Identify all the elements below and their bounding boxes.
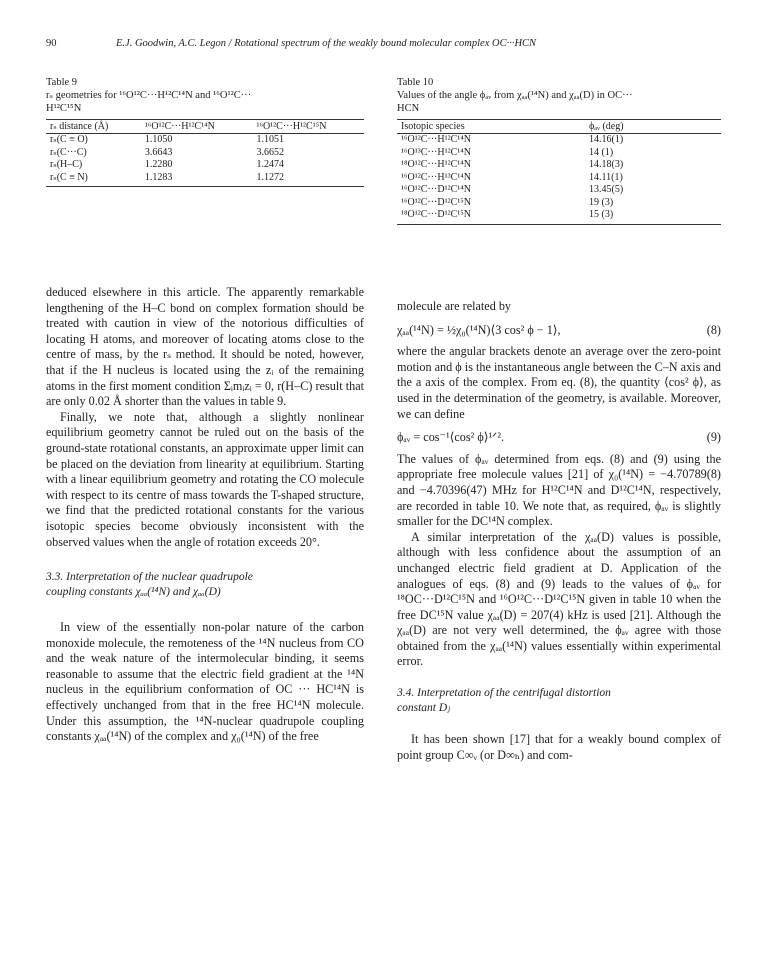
table-row [397,159,721,172]
table-row [397,184,721,197]
table-10-grid [397,119,721,225]
paragraph: It has been shown [17] that for a weakly bound complex of point group C∞ᵥ (or D∞ₕ) and com- [397,732,721,762]
page-number: 90 [46,38,57,49]
table-cell: rₛ(H–C) [50,159,83,170]
table-cell: 1.1272 [252,172,364,187]
table-cell: 1.2280 [144,159,173,170]
table-row [397,134,721,147]
table-row [397,197,721,210]
table-9-caption-line2: H¹²C¹⁵N [46,103,82,114]
table-cell: 3.6652 [256,146,284,158]
table-cell: rₛ(C···C) [50,146,87,158]
table-cell: rₛ(C ≡ N) [46,172,141,187]
table-cell: 1.2474 [256,159,284,170]
table-cell: rₛ(C ≡ O) [50,134,88,145]
section-heading-3-4 [397,686,721,716]
section-heading-3-3 [46,570,364,600]
table-cell: 1.1050 [144,134,173,145]
table-9-header: rₛ distance (Å) [46,120,141,134]
table-cell: ¹⁶O¹²C···H¹³C¹⁴N [401,171,471,183]
table-cell: 14.16(1) [589,134,624,145]
equation-number: (8) [706,322,721,337]
table-10 [397,76,721,225]
table-cell: 3.6643 [144,146,173,158]
paragraph: In view of the essentially non-polar nature of the carbon monoxide molecule, the remoteness of the ¹⁴N nucleus from CO and the weak nature of the intermolecular binding, it seems reasonable to assume that the electric field gradient at the ¹⁴N nucleus in the equilibrium conformation of OC ··· HC¹⁴N is effectively unchanged from that in the free HC¹⁴N molecule. Under this assumption, the ¹⁴N-nuclear quadrupole coupling constants χₐₐ(¹⁴N) of the complex and χ₀(¹⁴N) of the free [46,620,364,744]
section-heading-line: constant Dⱼ [397,702,451,715]
equation-body: ϕₐᵥ = cos⁻¹⟨cos² ϕ⟩¹ᐟ². [397,430,505,445]
table-9-header: ¹⁶O¹²C···H¹²C¹⁵N [252,120,364,134]
table-cell: 14.11(1) [589,171,623,183]
table-row [397,209,721,224]
table-9-header: ¹⁶O¹²C···H¹²C¹⁴N [141,120,253,134]
paragraph: where the angular brackets denote an average over the zero-point motion and ϕ is the instantaneous angle between the C–N axis and the a axis of the complex. From eq. (8), the quantity ⟨cos² ϕ⟩, as used in the determination of the geometry, is available. Moreover, we can define [397,344,721,421]
left-column [46,285,364,745]
paragraph: A similar interpretation of the χₐₐ(D) values is possible, although with less confidence about the assumption of an unchanged electric field gradient at D. Application of the analogues of eqs. (8) and (9) leads to the values of ϕₐᵥ for ¹⁸OC···D¹²C¹⁵N and ¹⁶O¹²C···D¹²C¹⁵N given in table 10 when the free DC¹⁵N value χₐₐ(D) = 207(4) kHz is used [21]. Although the χₐₐ(D) are not very well determined, the ϕₐᵥ agree with those obtained from the χₐₐ(¹⁴N) values essentially within experimental error. [397,529,721,669]
paragraph: deduced elsewhere in this article. The apparently remarkable lengthening of the H–C bond on complex formation should be treated with caution in view of the notorious difficulties of locating H atoms, and moreover of locating atoms close to the centre of mass, by the rₛ method. It should be noted, however, that if the H nucleus is located using the zᵢ of the remaining atoms in the first moment condition Σᵢmᵢzᵢ = 0, r(H–C) result that are only 0.02 Å shorter than the values in table 9. [46,285,364,409]
table-row [397,147,721,160]
table-cell: ¹⁸O¹²C···D¹²C¹⁵N [397,209,585,224]
table-cell: 19 (3) [589,196,614,208]
table-cell: ¹⁸O¹²C···H¹²C¹⁴N [401,159,471,170]
table-row [46,159,364,172]
running-title: E.J. Goodwin, A.C. Legon / Rotational spectrum of the weakly bound molecular complex OC···HCN [116,38,537,49]
table-10-caption-line2: HCN [397,103,420,114]
equation-number: (9) [706,430,721,445]
table-9-caption-line1: rₛ geometries for ¹⁶O¹²C···H¹²C¹⁴N and ¹⁶O¹²C··· [46,90,252,101]
table-cell: ¹⁶O¹²C···H¹²C¹⁴N [401,134,471,145]
section-heading-line: 3.3. Interpretation of the nuclear quadrupole [46,571,253,584]
table-cell: 14 (1) [589,146,614,158]
table-10-label: Table 10 [397,77,434,88]
paragraph: The values of ϕₐᵥ determined from eqs. (8) and (9) using the appropriate free molecule values [21] of χ₀(¹⁴N) = −4.70789(8) and −4.70396(47) MHz for H¹²C¹⁴N and D¹²C¹⁴N, respectively, are recorded in table 10. We note that, as required, ϕₐᵥ is slightly smaller for the DC¹⁴N complex. [397,451,721,529]
table-cell: ¹⁶O¹³C···H¹²C¹⁴N [401,146,471,158]
equation-8 [397,323,721,339]
table-9-caption [46,76,364,115]
table-10-header: Isotopic species [397,120,585,134]
equation-9 [397,430,721,446]
table-9-label: Table 9 [46,77,78,88]
table-10-header: ϕₐᵥ (deg) [585,120,721,134]
table-9-grid [46,119,364,187]
table-row [46,172,364,187]
table-cell: 1.1051 [256,134,284,145]
table-cell: 15 (3) [585,209,721,224]
equation-body: χₐₐ(¹⁴N) = ½χ₀(¹⁴N)⟨3 cos² ϕ − 1⟩, [397,322,561,337]
paragraph: Finally, we note that, although a slightly nonlinear equilibrium geometry cannot be ruled out on the basis of the ground-state rotational constants, an approximate upper limit can be placed on the deviation from linearity at equilibrium. Starting with a linear equilibrium geometry and rotating the CO molecule with respect to its centre of mass towards the T-shaped structure, we find that the predicted rotational constants for the various isotopic species become obviously inconsistent with the observed values when the angle of rotation exceeds 20°. [46,409,364,549]
right-column [397,299,721,763]
section-heading-line: coupling constants χₐₐ(¹⁴N) and χₐₐ(D) [46,586,221,599]
table-row [46,134,364,147]
table-10-caption-line1: Values of the angle ϕₐᵥ from χₐₐ(¹⁴N) and χₐₐ(D) in OC··· [397,90,633,101]
table-row [46,147,364,160]
section-heading-line: 3.4. Interpretation of the centrifugal distortion [397,687,611,700]
paragraph: molecule are related by [397,299,512,313]
table-cell: ¹⁶O¹²C···D¹²C¹⁴N [401,184,471,195]
table-cell: 13.45(5) [589,184,624,195]
table-cell: ¹⁶O¹²C···D¹²C¹⁵N [401,196,471,208]
table-9 [46,76,364,187]
table-cell: 1.1283 [141,172,253,187]
table-10-caption [397,76,721,115]
table-cell: 14.18(3) [589,159,624,170]
table-row [397,172,721,185]
